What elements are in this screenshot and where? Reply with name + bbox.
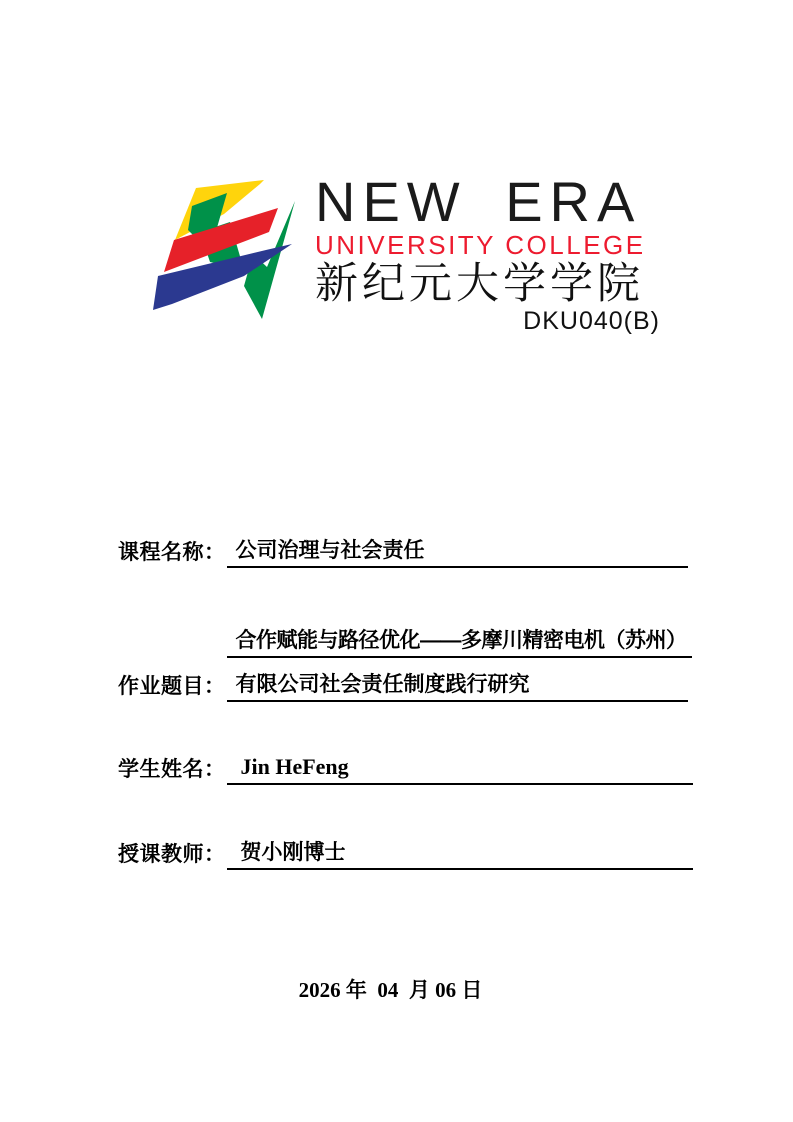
new-era-logo-mark-icon <box>148 174 300 320</box>
assignment-title-label: 作业题目： <box>118 675 226 698</box>
assignment-title-line1-underline <box>227 626 692 658</box>
course-name-value-underline <box>227 536 688 568</box>
instructor-label: 授课教师： <box>118 843 226 866</box>
field-row-instructor <box>118 838 693 870</box>
course-name-value: 公司治理与社会责任 <box>235 539 425 562</box>
submission-date: 2026 年 04 月 06 日 <box>298 978 483 1002</box>
instructor-value: 贺小刚博士 <box>240 841 346 864</box>
student-name-value: Jin HeFeng <box>240 754 349 779</box>
assignment-title-line2: 有限公司社会责任制度践行研究 <box>235 673 530 696</box>
logo-wordmark-chinese: 新纪元大学学院 <box>315 260 644 308</box>
assignment-title-line2-underline <box>227 670 688 702</box>
logo-accreditation-code: DKU040(B) <box>523 307 660 335</box>
student-name-label: 学生姓名： <box>118 758 226 781</box>
assignment-title-line1: 合作赋能与路径优化——多摩川精密电机（苏州） <box>235 629 687 652</box>
logo-wordmark-university-college: UNIVERSITY COLLEGE <box>315 230 646 260</box>
assignment-title-values <box>226 626 692 702</box>
field-row-assignment-title <box>118 626 692 702</box>
logo-wordmark-new-era: NEW ERA <box>315 170 642 233</box>
field-row-student-name <box>118 752 693 785</box>
student-name-value-underline <box>227 752 693 785</box>
instructor-value-underline <box>227 838 693 870</box>
logo-text-block <box>315 170 660 335</box>
course-name-label: 课程名称： <box>118 541 226 564</box>
university-logo <box>148 168 660 348</box>
field-row-course-name <box>118 536 688 568</box>
